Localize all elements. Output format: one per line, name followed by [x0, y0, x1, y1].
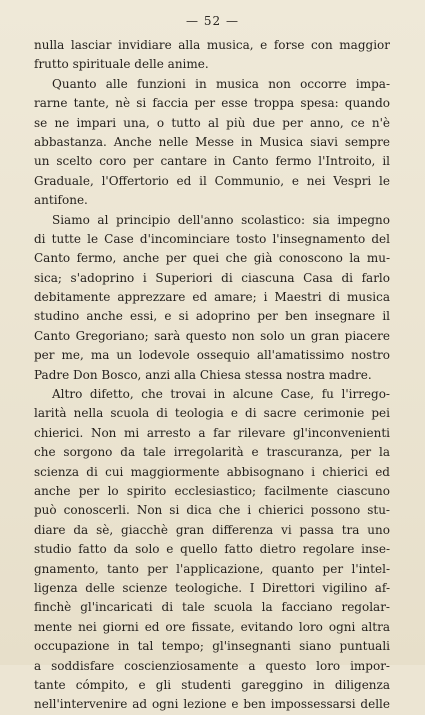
- text-line: nell'intervenire ad ogni lezione e ben impossessarsi delle: [34, 697, 390, 712]
- text-line: per me, ma un lodevole ossequio all'amatissimo nostro: [34, 348, 390, 363]
- text-line: Canto Gregoriano; sarà questo non solo un gran piacere: [34, 328, 390, 343]
- text-line: chierici. Non mi arresto a far rilevare gl'inconvenienti: [34, 425, 390, 440]
- text-line: finchè gl'incaricati di tale scuola la facciano regolar-: [34, 600, 390, 615]
- text-line: debitamente apprezzare ed amare; i Maestri di musica: [34, 290, 390, 305]
- text-line: Quanto alle funzioni in musica non occorre impa-: [52, 76, 390, 91]
- text-line: se ne impari una, o tutto al più due per anno, ce n'è: [34, 115, 390, 130]
- text-line: diare da sè, giacchè gran differenza vi passa tra uno: [34, 522, 390, 537]
- text-line: antifone.: [34, 193, 88, 208]
- text-line: Siamo al principio dell'anno scolastico: sia impegno: [52, 212, 390, 227]
- text-line: può conoscerli. Non si dica che i chierici possono stu-: [34, 503, 390, 518]
- text-line: sica; s'adoprino i Superiori di ciascuna Casa di farlo: [34, 270, 390, 285]
- text-line: Padre Don Bosco, anzi alla Chiesa stessa nostra madre.: [34, 367, 372, 382]
- text-line: abbastanza. Anche nelle Messe in Musica siavi sempre: [34, 134, 390, 149]
- text-line: frutto spirituale delle anime.: [34, 57, 209, 72]
- text-line: un scelto coro per cantare in Canto fermo l'Introito, il: [34, 154, 390, 169]
- text-line: Canto fermo, anche per quei che già conoscono la mu-: [34, 251, 390, 266]
- text-line: a soddisfare coscienziosamente a questo loro impor-: [34, 658, 390, 673]
- text-line: larità nella scuola di teologia e di sacre cerimonie pei: [34, 406, 390, 421]
- page-number: — 52 —: [186, 14, 239, 28]
- text-line: di tutte le Case d'incominciare tosto l'insegnamento del: [34, 231, 390, 246]
- text-line: studino anche essi, e si adoprino per ben insegnare il: [34, 309, 390, 324]
- text-line: Graduale, l'Offertorio ed il Communio, e nei Vespri le: [34, 173, 390, 188]
- text-line: Altro difetto, che trovai in alcune Case, fu l'irrego-: [52, 387, 390, 402]
- text-line: rarne tante, nè si faccia per esse troppa spesa: quando: [34, 96, 390, 111]
- text-line: gnamento, tanto per l'applicazione, quanto per l'intel-: [34, 561, 390, 576]
- text-line: ligenza delle scienze teologiche. I Direttori vigilino af-: [34, 580, 390, 595]
- text-line: nulla lasciar invidiare alla musica, e forse con maggior: [34, 38, 390, 52]
- text-line: scienza di cui maggiormente abbisognano i chierici ed: [34, 464, 390, 479]
- text-line: anche per lo spirito ecclesiastico; facilmente ciascuno: [34, 483, 390, 498]
- text-line: studio fatto da solo e quello fatto dietro regolare inse-: [34, 542, 390, 557]
- body-text: [34, 36, 390, 715]
- text-line: tante cómpito, e gli studenti gareggino in diligenza: [34, 677, 390, 692]
- text-line: occupazione in tal tempo; gl'insegnanti siano puntuali: [34, 639, 390, 654]
- text-line: mente nei giorni ed ore fissate, evitando loro ogni altra: [34, 619, 390, 634]
- text-line: che sorgono da tale irregolarità e trascuranza, per la: [34, 445, 390, 460]
